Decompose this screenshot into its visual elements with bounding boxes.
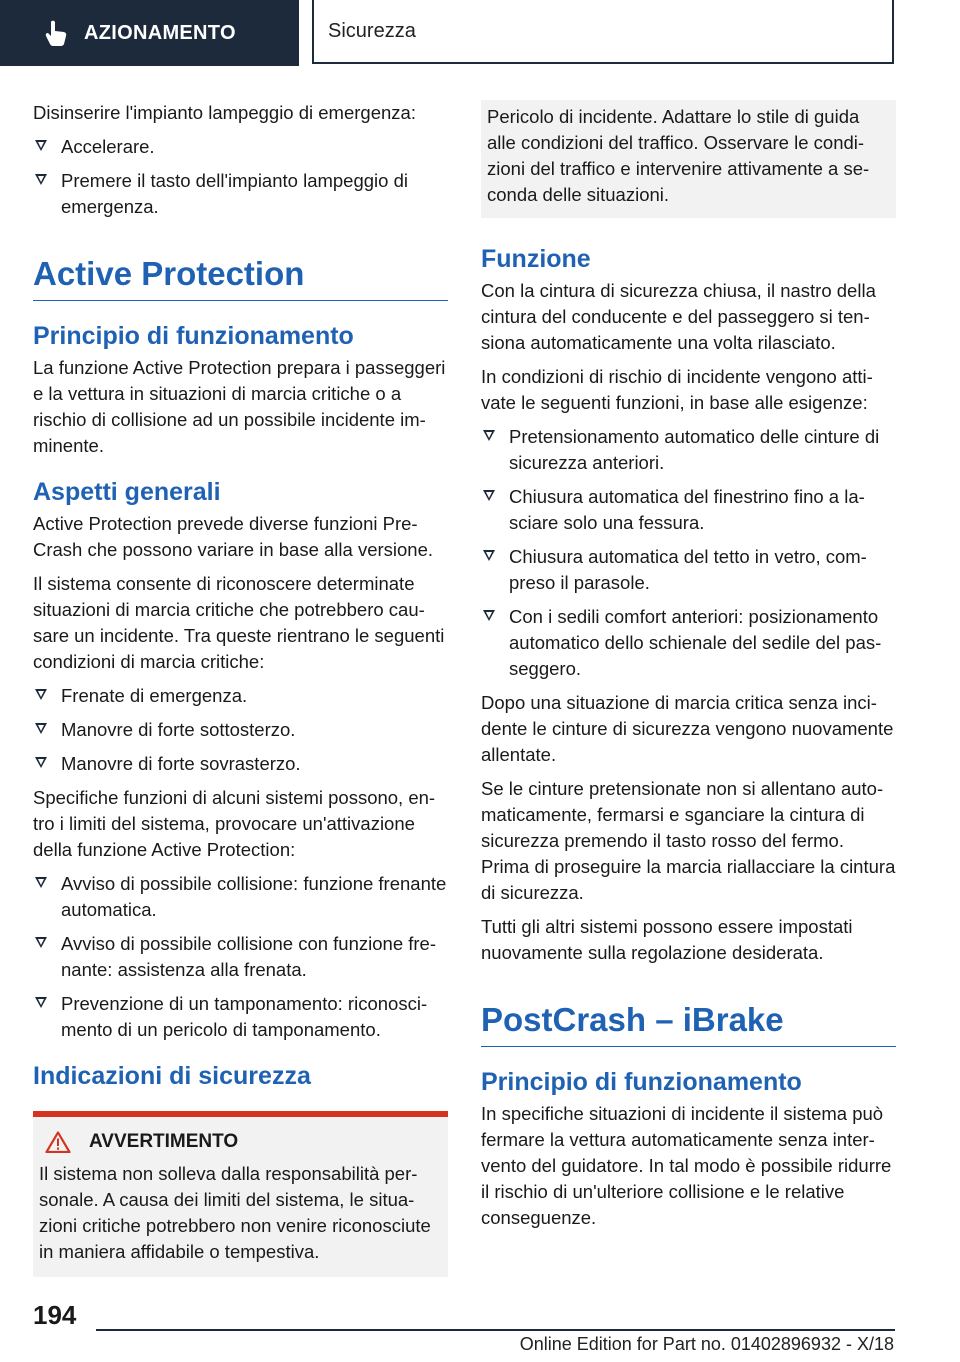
bullet-triangle-icon bbox=[35, 997, 47, 1008]
subheading-aspetti-generali: Aspetti generali bbox=[33, 478, 221, 506]
footer-divider bbox=[96, 1329, 895, 1331]
list-item: Avviso di possibile collisione: funzione frenante automatica. bbox=[33, 871, 448, 923]
paragraph: Tutti gli altri sistemi possono essere impostati nuovamente sulla regolazione desiderata. bbox=[481, 916, 853, 963]
list-item: Premere il tasto dell'impianto lampeggio di emergenza. bbox=[33, 168, 448, 220]
right-column bbox=[481, 100, 896, 1239]
footer-edition-text: Online Edition for Part no. 01402896932 - X/18 bbox=[519, 1334, 894, 1354]
paragraph: Con la cintura di sicurezza chiusa, il nastro della cintura del conducente e del passeggero si tensiona automaticamente una volta rilasciato. bbox=[481, 280, 876, 353]
paragraph: La funzione Active Protection prepara i passeggeri e la vettura in situazioni di marcia critiche o a rischio di collisione ad un possibile incidente imminente. bbox=[33, 357, 446, 456]
paragraph: Il sistema consente di riconoscere determinate situazioni di marcia critiche che potrebbero causare un incidente. Tra queste rientrano le seguenti condizioni di marcia critiche: bbox=[33, 573, 445, 672]
hand-pointer-icon bbox=[44, 20, 68, 46]
list-item: Manovre di forte sovrasterzo. bbox=[33, 751, 448, 777]
list-item: Frenate di emergenza. bbox=[33, 683, 448, 709]
section-tab[interactable] bbox=[0, 0, 299, 66]
subheading-indicazioni-sicurezza: Indicazioni di sicurezza bbox=[33, 1062, 311, 1090]
paragraph: Active Protection prevede diverse funzioni Pre-Crash che possono variare in base alla versione. bbox=[33, 513, 434, 560]
section-tab-label: AZIONAMENTO bbox=[84, 21, 236, 44]
warning-title: AVVERTIMENTO bbox=[45, 1131, 438, 1153]
list-item: Manovre di forte sottosterzo. bbox=[33, 717, 448, 743]
paragraph: In condizioni di rischio di incidente vengono attivate le seguenti funzioni, in base alle esigenze: bbox=[481, 366, 873, 413]
warning-triangle-icon bbox=[45, 1131, 71, 1153]
bullet-triangle-icon bbox=[35, 877, 47, 888]
bullet-triangle-icon bbox=[483, 550, 495, 561]
bullet-triangle-icon bbox=[35, 937, 47, 948]
paragraph: Se le cinture pretensionate non si allentano automaticamente, fermarsi e sganciare la cintura di sicurezza premendo il tasto rosso del fermo. Prima di proseguire la marcia riallacciare la cintura di sicurezza. bbox=[481, 778, 896, 903]
warning-text: Il sistema non solleva dalla responsabilità personale. A causa dei limiti del sistema, le situazioni critiche potrebbero non venire riconosciute in maniera affidabile o tempestiva. bbox=[39, 1163, 431, 1262]
paragraph: In specifiche situazioni di incidente il sistema può fermare la vettura automaticamente senza intervento del guidatore. In tal modo è possibile ridurre il rischio di un'ulteriore collisione e le relative conseguenze. bbox=[481, 1103, 892, 1228]
list-item: Accelerare. bbox=[33, 134, 448, 160]
list-item: Chiusura automatica del finestrino fino a lasciare solo una fessura. bbox=[481, 484, 896, 536]
section-heading-active-protection: Active Protection bbox=[33, 254, 448, 301]
bullet-triangle-icon bbox=[35, 689, 47, 700]
warning-text-continued: Pericolo di incidente. Adattare lo stile di guida alle condizioni del traffico. Osservare le condizioni del traffico e intervenire attivamente a seconda delle situazioni. bbox=[487, 106, 870, 205]
list-item: Prevenzione di un tamponamento: riconoscimento di un pericolo di tamponamento. bbox=[33, 991, 448, 1043]
paragraph: Dopo una situazione di marcia critica senza incidente le cinture di sicurezza vengono nuovamente allentate. bbox=[481, 692, 894, 765]
bullet-triangle-icon bbox=[483, 490, 495, 501]
bullet-triangle-icon bbox=[35, 140, 47, 151]
list-item: Pretensionamento automatico delle cinture di sicurezza anteriori. bbox=[481, 424, 896, 476]
bullet-triangle-icon bbox=[483, 430, 495, 441]
warning-box-continued bbox=[481, 100, 896, 218]
section-heading-postcrash: PostCrash – iBrake bbox=[481, 1000, 896, 1047]
bullet-triangle-icon bbox=[35, 174, 47, 185]
list-item: Chiusura automatica del tetto in vetro, compreso il parasole. bbox=[481, 544, 896, 596]
page-number: 194 bbox=[33, 1300, 77, 1330]
left-column bbox=[33, 100, 448, 1277]
paragraph: Specifiche funzioni di alcuni sistemi possono, entro i limiti del sistema, provocare un'attivazione della funzione Active Protection: bbox=[33, 787, 436, 860]
subheading-principio-postcrash: Principio di funzionamento bbox=[481, 1068, 802, 1096]
list-item: Con i sedili comfort anteriori: posizionamento automatico dello schienale del sedile del passeggero. bbox=[481, 604, 896, 682]
subheading-funzione: Funzione bbox=[481, 245, 591, 273]
bullet-triangle-icon bbox=[483, 610, 495, 621]
list-item: Avviso di possibile collisione con funzione frenante: assistenza alla frenata. bbox=[33, 931, 448, 983]
bullet-triangle-icon bbox=[35, 723, 47, 734]
bullet-triangle-icon bbox=[35, 757, 47, 768]
intro-text: Disinserire l'impianto lampeggio di emergenza: bbox=[33, 102, 416, 123]
subheading-principio: Principio di funzionamento bbox=[33, 322, 354, 350]
chapter-title: Sicurezza bbox=[312, 0, 894, 64]
warning-box bbox=[33, 1111, 448, 1277]
